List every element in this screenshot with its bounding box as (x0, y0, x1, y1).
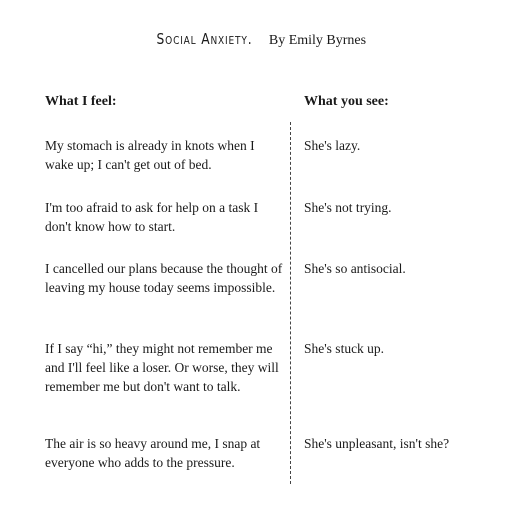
left-column-heading: What I feel: (45, 94, 117, 109)
column-divider (290, 122, 291, 484)
feel-text-3: I cancelled our plans because the thought of leaving my house today seems impossible. (45, 261, 283, 295)
feel-text-1: My stomach is already in knots when I wake up; I can't get out of bed. (45, 138, 255, 172)
see-text-3: She's so antisocial. (304, 261, 406, 276)
see-text-5: She's unpleasant, isn't she? (304, 436, 450, 451)
see-text-4: She's stuck up. (304, 341, 385, 356)
page-header (0, 30, 512, 49)
page-title: Social Anxiety. (156, 30, 253, 48)
see-text-1: She's lazy. (304, 138, 361, 153)
feel-text-2: I'm too afraid to ask for help on a task I don't know how to start. (45, 200, 259, 234)
author-byline: By Emily Byrnes (268, 33, 367, 48)
feel-text-4: If I say “hi,” they might not remember me and I'll feel like a loser. Or worse, they will remember me but don't want to talk. (45, 341, 279, 394)
feel-text-5: The air is so heavy around me, I snap at everyone who adds to the pressure. (45, 436, 261, 470)
right-column-heading: What you see: (304, 94, 389, 109)
see-text-2: She's not trying. (304, 200, 392, 215)
